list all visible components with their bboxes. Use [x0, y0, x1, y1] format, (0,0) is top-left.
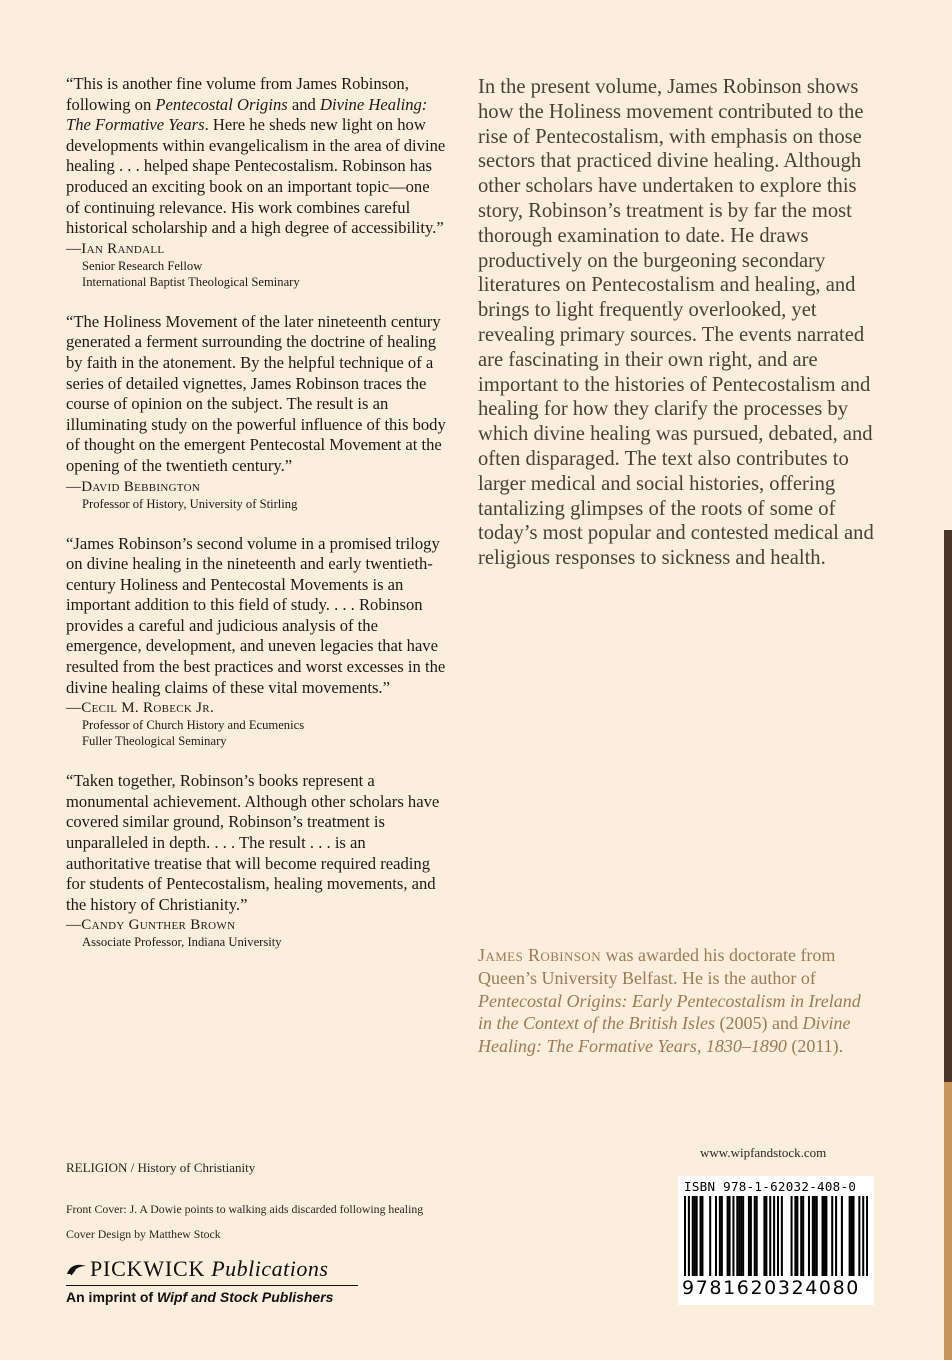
- barcode-bars: [684, 1196, 868, 1276]
- isbn-label: ISBN 978-1-62032-408-0: [684, 1179, 857, 1194]
- endorser-title: Professor of Church History and Ecumenics: [82, 718, 305, 733]
- barcode-bar: [791, 1196, 793, 1276]
- endorsement-quote: “The Holiness Movement of the later nineteenth century generated a ferment surrounding the doctrine of healing by faith in the atonement. By the helpful technique of a series of detailed vignettes, James Robinson traces the course of opinion on the subject. The result is an illuminating study on the powerful influence of this body of thought on the emergent Pentecostal Movement at the opening of the twentieth century.”: [66, 311, 446, 475]
- barcode-digits: 9781620324080: [682, 1277, 860, 1299]
- endorser-name: —Candy Gunther Brown: [66, 917, 236, 934]
- endorsement-quote: “James Robinson’s second volume in a promised trilogy on divine healing in the nineteenth and early twentieth-century Holiness and Pentecostal Movements is an important addition to this field of study. . . . Robinson provides a careful and judicious analysis of the emergence, development, and uneven legacies that have resulted from the best practices and worst excesses in the divine healing claims of these vital movements.”: [66, 533, 446, 697]
- barcode-bar: [765, 1196, 767, 1276]
- barcode-bar: [688, 1196, 690, 1276]
- barcode-bar: [794, 1196, 796, 1276]
- sidebar-accent-gold: [944, 1082, 952, 1360]
- endorser-name: —Cecil M. Robeck Jr.: [66, 700, 214, 717]
- barcode-bar: [719, 1196, 721, 1276]
- barcode-bar: [808, 1196, 810, 1276]
- barcode-bar: [740, 1196, 742, 1276]
- cover-design-credit: Cover Design by Matthew Stock: [66, 1227, 221, 1241]
- barcode-bar: [729, 1196, 731, 1276]
- endorsement-randall: [66, 74, 446, 290]
- publisher-website: www.wipfandstock.com: [700, 1145, 827, 1160]
- barcode-bar: [738, 1196, 740, 1276]
- barcode-bar: [754, 1196, 756, 1276]
- barcode-bar: [773, 1196, 775, 1276]
- endorser-affiliation: International Baptist Theological Seminary: [82, 274, 300, 289]
- endorsement-robeck: [66, 534, 446, 750]
- description-column: [478, 75, 878, 571]
- barcode-bar: [849, 1196, 851, 1276]
- barcode-bar: [866, 1196, 868, 1276]
- barcode-bar: [692, 1196, 694, 1276]
- barcode-bar: [841, 1196, 843, 1276]
- barcode-bar: [851, 1196, 853, 1276]
- endorser-title: Senior Research Fellow: [82, 258, 203, 273]
- barcode-bar: [742, 1196, 744, 1276]
- barcode-bar: [727, 1196, 729, 1276]
- publisher-name: PICKWICK Publications: [66, 1256, 366, 1282]
- barcode-bar: [715, 1196, 717, 1276]
- barcode-bar: [694, 1196, 696, 1276]
- barcode-bar: [701, 1196, 703, 1276]
- sidebar-accent-dark: [944, 530, 952, 1082]
- endorsement-brown: [66, 771, 446, 950]
- barcode-bar: [816, 1196, 818, 1276]
- barcode-bar: [802, 1196, 804, 1276]
- barcode-bar: [822, 1196, 824, 1276]
- endorser-title: Professor of History, University of Stirling: [82, 496, 298, 511]
- endorsements-column: [66, 74, 446, 972]
- barcode-bar: [853, 1196, 855, 1276]
- barcode-bar: [858, 1196, 860, 1276]
- endorsement-quote: “Taken together, Robinson’s books represent a monumental achievement. Although other scholars have covered similar ground, Robinson’s treatment is unparalleled in depth. . . . The result . . . is an authoritative treatise that will become required reading for students of Pentecostalism, healing movements, and the history of Christianity.”: [66, 771, 440, 914]
- publisher-imprint: An imprint of Wipf and Stock Publishers: [66, 1289, 334, 1305]
- endorser-affiliation: Fuller Theological Seminary: [82, 734, 227, 749]
- endorser-name: —Ian Randall: [66, 240, 165, 257]
- barcode-bar: [750, 1196, 752, 1276]
- author-bio: James Robinson was awarded his doctorate from Queen’s University Belfast. He is the author of Pentecostal Origins: Early Pentecostalism in Ireland in the Context of the British Isles (2005) and Divine Healing: The Formative Years, 1830–1890 (2011).: [478, 945, 861, 1057]
- bio-book-title: Divine Healing: The Formative Years, 1830–1890: [478, 1013, 851, 1057]
- barcode-bar: [696, 1196, 698, 1276]
- barcode-bar: [736, 1196, 738, 1276]
- barcode-bar: [748, 1196, 750, 1276]
- barcode-bar: [812, 1196, 814, 1276]
- barcode-bar: [699, 1196, 701, 1276]
- barcode-bar: [756, 1196, 758, 1276]
- barcode-bar: [814, 1196, 816, 1276]
- bio-author-name: James Robinson: [478, 945, 602, 965]
- subject-category: RELIGION / History of Christianity: [66, 1160, 256, 1175]
- endorser-title: Associate Professor, Indiana University: [82, 935, 282, 950]
- barcode-bar: [684, 1196, 686, 1276]
- book-description: In the present volume, James Robinson shows how the Holiness movement contributed to the rise of Pentecostalism, with emphasis on those sectors that practiced divine healing. Although other scholars have undertaken to explore this story, Robinson’s treatment is by far the most thorough examination to date. He draws productively on the burgeoning secondary literatures on Pentecostalism and healing, and brings to light frequently overlooked, yet revealing primary sources. The events narrated are fascinating in their own right, and are important to the histories of Pentecostalism and healing for how they clarify the processes by which divine healing was pursued, debated, and often disparaged. The text also contributes to larger medical and social histories, offering tantalizing glimpses of the roots of some of today’s most popular and contested medical and religious responses to sickness and health.: [478, 76, 874, 570]
- isbn-barcode: [678, 1176, 874, 1305]
- barcode-bar: [769, 1196, 771, 1276]
- barcode-bar: [831, 1196, 833, 1276]
- front-cover-credit: Front Cover: J. A Dowie points to walking aids discarded following healing: [66, 1202, 424, 1216]
- publisher-divider: [66, 1285, 358, 1286]
- barcode-bar: [825, 1196, 827, 1276]
- pickwick-emblem-icon: [66, 1262, 88, 1276]
- barcode-bar: [732, 1196, 734, 1276]
- endorser-name: —David Bebbington: [66, 478, 201, 495]
- barcode-bar: [781, 1196, 783, 1276]
- barcode-bar: [862, 1196, 864, 1276]
- barcode-bar: [835, 1196, 837, 1276]
- barcode-bar: [763, 1196, 765, 1276]
- barcode-bar: [777, 1196, 779, 1276]
- endorsement-bebbington: [66, 312, 446, 512]
- bio-book-title: Pentecostal Origins: Early Pentecostalism in Ireland in the Context of the British Isles: [478, 990, 861, 1034]
- barcode-bar: [796, 1196, 798, 1276]
- endorsement-quote: “This is another fine volume from James Robinson, following on Pentecostal Origins and Divine Healing: The Formative Years. Here he sheds new light on how developments within evangelicalism in the area of divine healing . . . helped shape Pentecostalism. Robinson has produced an exciting book on an important topic—one of continuing relevance. His work combines careful historical scholarship and a high degree of accessibility.”: [66, 74, 446, 238]
- barcode-bar: [709, 1196, 711, 1276]
- barcode-bar: [823, 1196, 825, 1276]
- barcode-bar: [721, 1196, 723, 1276]
- barcode-bar: [800, 1196, 802, 1276]
- publisher-logo: [66, 1256, 366, 1305]
